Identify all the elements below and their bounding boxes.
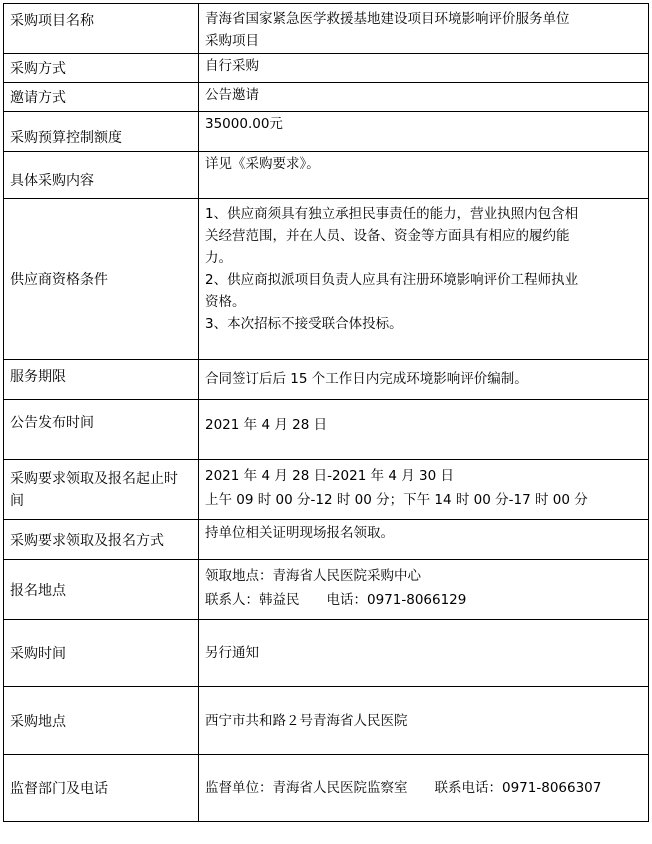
row-value: [199, 687, 649, 755]
table-row: [4, 460, 649, 520]
table-row: [4, 620, 649, 687]
table-row: [4, 112, 649, 152]
row-value: [199, 560, 649, 620]
row-value: [199, 755, 649, 822]
value-line: 上午 09 时 00 分-12 时 00 分；下午 14 时 00 分-17 时 00 分: [205, 492, 588, 508]
row-label: 邀请方式: [4, 83, 199, 112]
row-label: 采购预算控制额度: [4, 112, 199, 152]
value-line: 领取地点：青海省人民医院采购中心: [205, 568, 421, 584]
row-label: 供应商资格条件: [4, 199, 199, 360]
row-value: [199, 620, 649, 687]
row-label: [4, 460, 199, 520]
row-label: 服务期限: [4, 360, 199, 400]
procurement-info-table: [3, 3, 649, 822]
table-row: [4, 54, 649, 83]
value-line: 另行通知: [205, 645, 259, 661]
row-value: [199, 4, 649, 54]
table-row: [4, 755, 649, 822]
value-line: 合同签订后后 15 个工作日内完成环境影响评价编制。: [205, 371, 528, 387]
value-line: 监督单位：青海省人民医院监察室 联系电话：0971-8066307: [205, 780, 602, 796]
row-value: [199, 360, 649, 400]
value-line: 自行采购: [205, 58, 259, 74]
value-line: 公告邀请: [205, 87, 259, 103]
value-line: 持单位相关证明现场报名领取。: [205, 525, 394, 541]
row-value: [199, 400, 649, 460]
row-label: 监督部门及电话: [4, 755, 199, 822]
row-value: [199, 460, 649, 520]
row-value: [199, 520, 649, 560]
row-label: 采购时间: [4, 620, 199, 687]
value-line: 2、供应商拟派项目负责人应具有注册环境影响评价工程师执业: [205, 272, 579, 288]
table-row: [4, 4, 649, 54]
table-row: [4, 560, 649, 620]
row-label: 采购要求领取及报名方式: [4, 520, 199, 560]
value-line: 1、供应商须具有独立承担民事责任的能力，营业执照内包含相: [205, 206, 579, 222]
value-line: 资格。: [205, 294, 246, 310]
table-row: [4, 152, 649, 199]
table-row: [4, 360, 649, 400]
row-label: 公告发布时间: [4, 400, 199, 460]
value-line: 力。: [205, 250, 232, 266]
value-line: 青海省国家紧急医学救援基地建设项目环境影响评价服务单位: [205, 11, 570, 27]
table-row: [4, 400, 649, 460]
value-line: 联系人：韩益民 电话：0971-8066129: [205, 592, 467, 608]
value-line: 35000.00元: [205, 116, 283, 132]
value-line: 详见《采购要求》。: [205, 156, 320, 172]
row-label: 具体采购内容: [4, 152, 199, 199]
row-value: [199, 112, 649, 152]
value-line: 2021 年 4 月 28 日-2021 年 4 月 30 日: [205, 468, 455, 484]
value-line: 采购项目: [205, 33, 259, 49]
value-line: 西宁市共和路２号青海省人民医院: [205, 712, 408, 729]
row-value: [199, 199, 649, 360]
row-label: 采购地点: [4, 687, 199, 755]
row-label-text: 采购要求领取及报名起止时间: [10, 470, 178, 509]
value-line: 2021 年 4 月 28 日: [205, 417, 328, 433]
table-row: [4, 199, 649, 360]
table-row: [4, 687, 649, 755]
row-label: 报名地点: [4, 560, 199, 620]
value-line: 3、本次招标不接受联合体投标。: [205, 316, 403, 332]
table-row: [4, 83, 649, 112]
row-value: [199, 83, 649, 112]
table-row: [4, 520, 649, 560]
row-label: 采购项目名称: [4, 4, 199, 54]
row-value: [199, 54, 649, 83]
value-line: 关经营范围，并在人员、设备、资金等方面具有相应的履约能: [205, 228, 570, 244]
row-label: 采购方式: [4, 54, 199, 83]
row-value: [199, 152, 649, 199]
